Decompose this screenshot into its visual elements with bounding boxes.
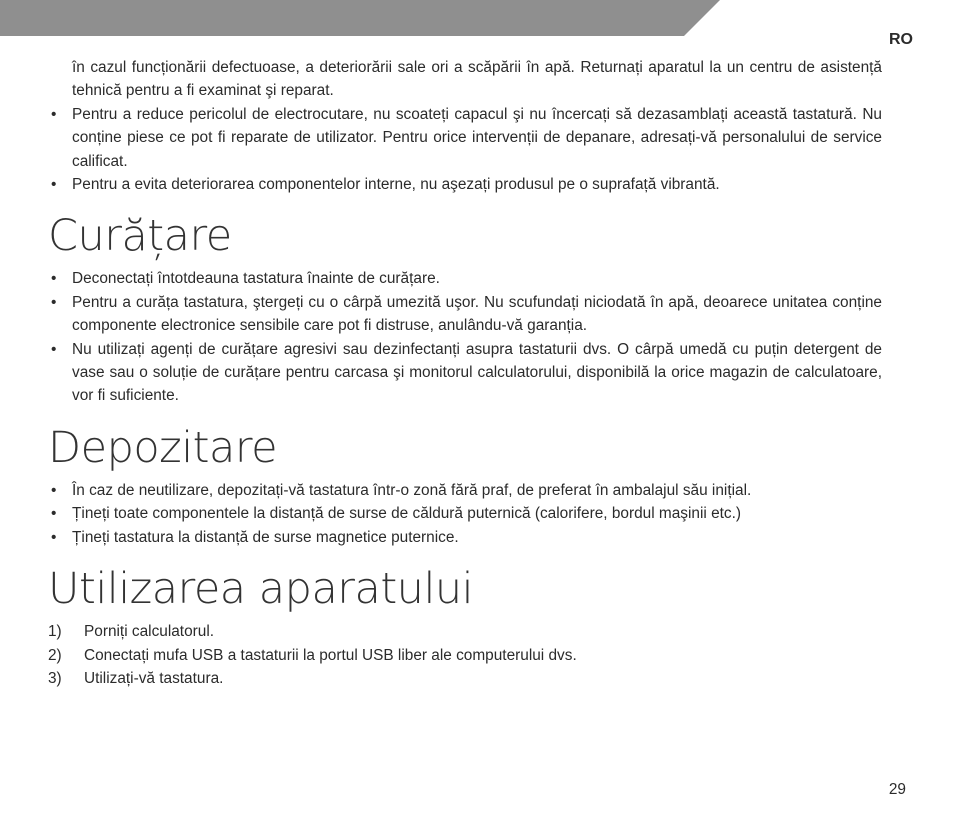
document-body (48, 56, 882, 690)
usage-step-list (48, 620, 882, 690)
list-item: • Țineți toate componentele la distanță de surse de căldură puternică (calorifere, bordul maşinii etc.) (48, 502, 882, 525)
list-item: • Pentru a reduce pericolul de electrocutare, nu scoateți capacul şi nu încercați să dezasamblați această tastatură. Nu conține piese ce pot fi reparate de utilizator. Pentru orice intervenții de depanare, adresați-vă personalului de service calificat. (48, 103, 882, 173)
list-item: • Pentru a evita deteriorarea componentelor interne, nu aşezați produsul pe o suprafață vibrantă. (48, 173, 882, 196)
intro-continuation: în cazul funcționării defectuoase, a deteriorării sale ori a scăpării în apă. Returnați aparatul la un centru de asistență tehnică pentru a fi examinat şi reparat. (72, 59, 882, 100)
step-text: Conectați mufa USB a tastaturii la portul USB liber ale computerului dvs. (84, 646, 577, 664)
step-number: 2) (48, 646, 62, 664)
step-number: 1) (48, 623, 62, 641)
page-number: 29 (888, 781, 906, 798)
list-item: • Deconectați întotdeauna tastatura înainte de curățare. (48, 267, 882, 290)
section-title-storage: Depozitare (48, 422, 278, 473)
language-label: RO (889, 31, 913, 48)
section-title-cleaning: Curățare (48, 211, 232, 262)
step-number: 3) (48, 669, 62, 687)
step-text: Utilizați-vă tastatura. (84, 669, 224, 687)
header-bar (0, 0, 720, 36)
list-item: • Pentru a curăța tastatura, ştergeți cu o cârpă umezită uşor. Nu scufundați niciodată în apă, deoarece unitatea conține componente electronice sensibile care pot fi distruse, anulându-vă garanția. (48, 291, 882, 338)
storage-bullet-list (48, 479, 882, 549)
list-item (48, 667, 882, 690)
intro-bullet-list (48, 103, 882, 197)
list-item: • Țineți tastatura la distanță de surse magnetice puternice. (48, 526, 882, 549)
section-title-usage: Utilizarea aparatului (48, 564, 474, 615)
list-item: • Nu utilizați agenți de curățare agresivi sau dezinfectanți asupra tastaturii dvs. O cârpă umedă cu puțin detergent de vase sau o soluție de curățare pentru carcasa şi monitorul calculatorului, disponibilă la orice magazin de calculatoare, vor fi suficiente. (48, 338, 882, 408)
list-item: • În caz de neutilizare, depozitați-vă tastatura într-o zonă fără praf, de preferat în ambalajul său inițial. (48, 479, 882, 502)
list-item (48, 620, 882, 643)
step-text: Porniți calculatorul. (84, 623, 215, 641)
list-item (48, 644, 882, 667)
cleaning-bullet-list (48, 267, 882, 407)
